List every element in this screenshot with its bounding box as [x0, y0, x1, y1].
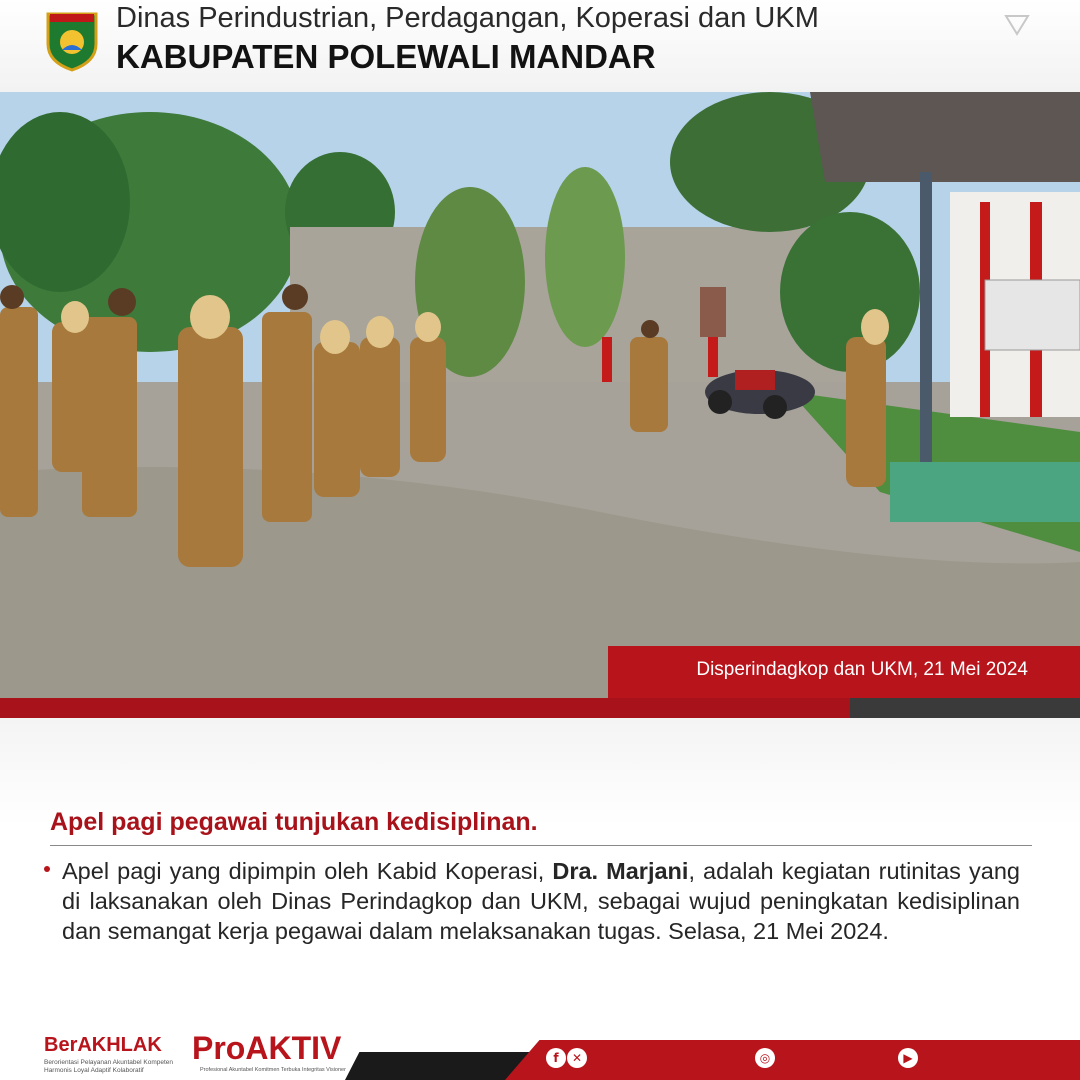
proaktiv-logo: ProAKTIV	[192, 1030, 342, 1066]
instagram-icon[interactable]: ◎	[755, 1048, 775, 1068]
berakhlak-tagline: Berorientasi Pelayanan Akuntabel Kompeten Harmonis Loyal Adaptif Kolaboratif	[44, 1059, 174, 1074]
divider-dark-bar	[850, 698, 1080, 718]
berakhlak-logo: BerAKHLAK	[44, 1034, 162, 1056]
divider-red-bar	[0, 698, 850, 718]
photo-caption: Disperindagkop dan UKM, 21 Mei 2024	[696, 659, 1028, 680]
leader-name: Dra. Marjani	[552, 858, 689, 884]
regency-name: KABUPATEN POLEWALI MANDAR	[116, 38, 656, 75]
polewali-mandar-emblem-icon	[44, 10, 100, 72]
proaktiv-tagline: Profesional Akuntabel Komitmen Terbuka Integritas Visioner	[200, 1067, 346, 1073]
event-photo	[0, 92, 1080, 698]
body-text-end: , adalah kegiatan rutinitas yang di laksanakan oleh Dinas Perindagkop dan UKM, sebagai wujud peningkatan kedisiplinan dan semangat kerja pegawai dalam melaksanakan tugas. Selasa, 21 Mei 2024.	[62, 858, 1020, 944]
header	[0, 0, 1080, 92]
article-body	[62, 856, 1020, 946]
facebook-icon[interactable]: f	[546, 1048, 566, 1068]
footer	[0, 1018, 1080, 1080]
photo-caption-box	[608, 646, 1080, 698]
article-headline: Apel pagi pegawai tunjukan kedisiplinan.	[50, 808, 538, 836]
youtube-icon[interactable]: ▶	[898, 1048, 918, 1068]
footer-red-band	[505, 1040, 1080, 1080]
triangle-down-icon	[1004, 14, 1030, 36]
headline-rule	[50, 845, 1032, 846]
x-icon[interactable]: ✕	[567, 1048, 587, 1068]
bullet-icon	[44, 866, 50, 872]
agency-name: Dinas Perindustrian, Perdagangan, Koperasi dan UKM	[116, 2, 819, 34]
body-text-start: Apel pagi yang dipimpin oleh Kabid Koperasi,	[62, 858, 553, 884]
